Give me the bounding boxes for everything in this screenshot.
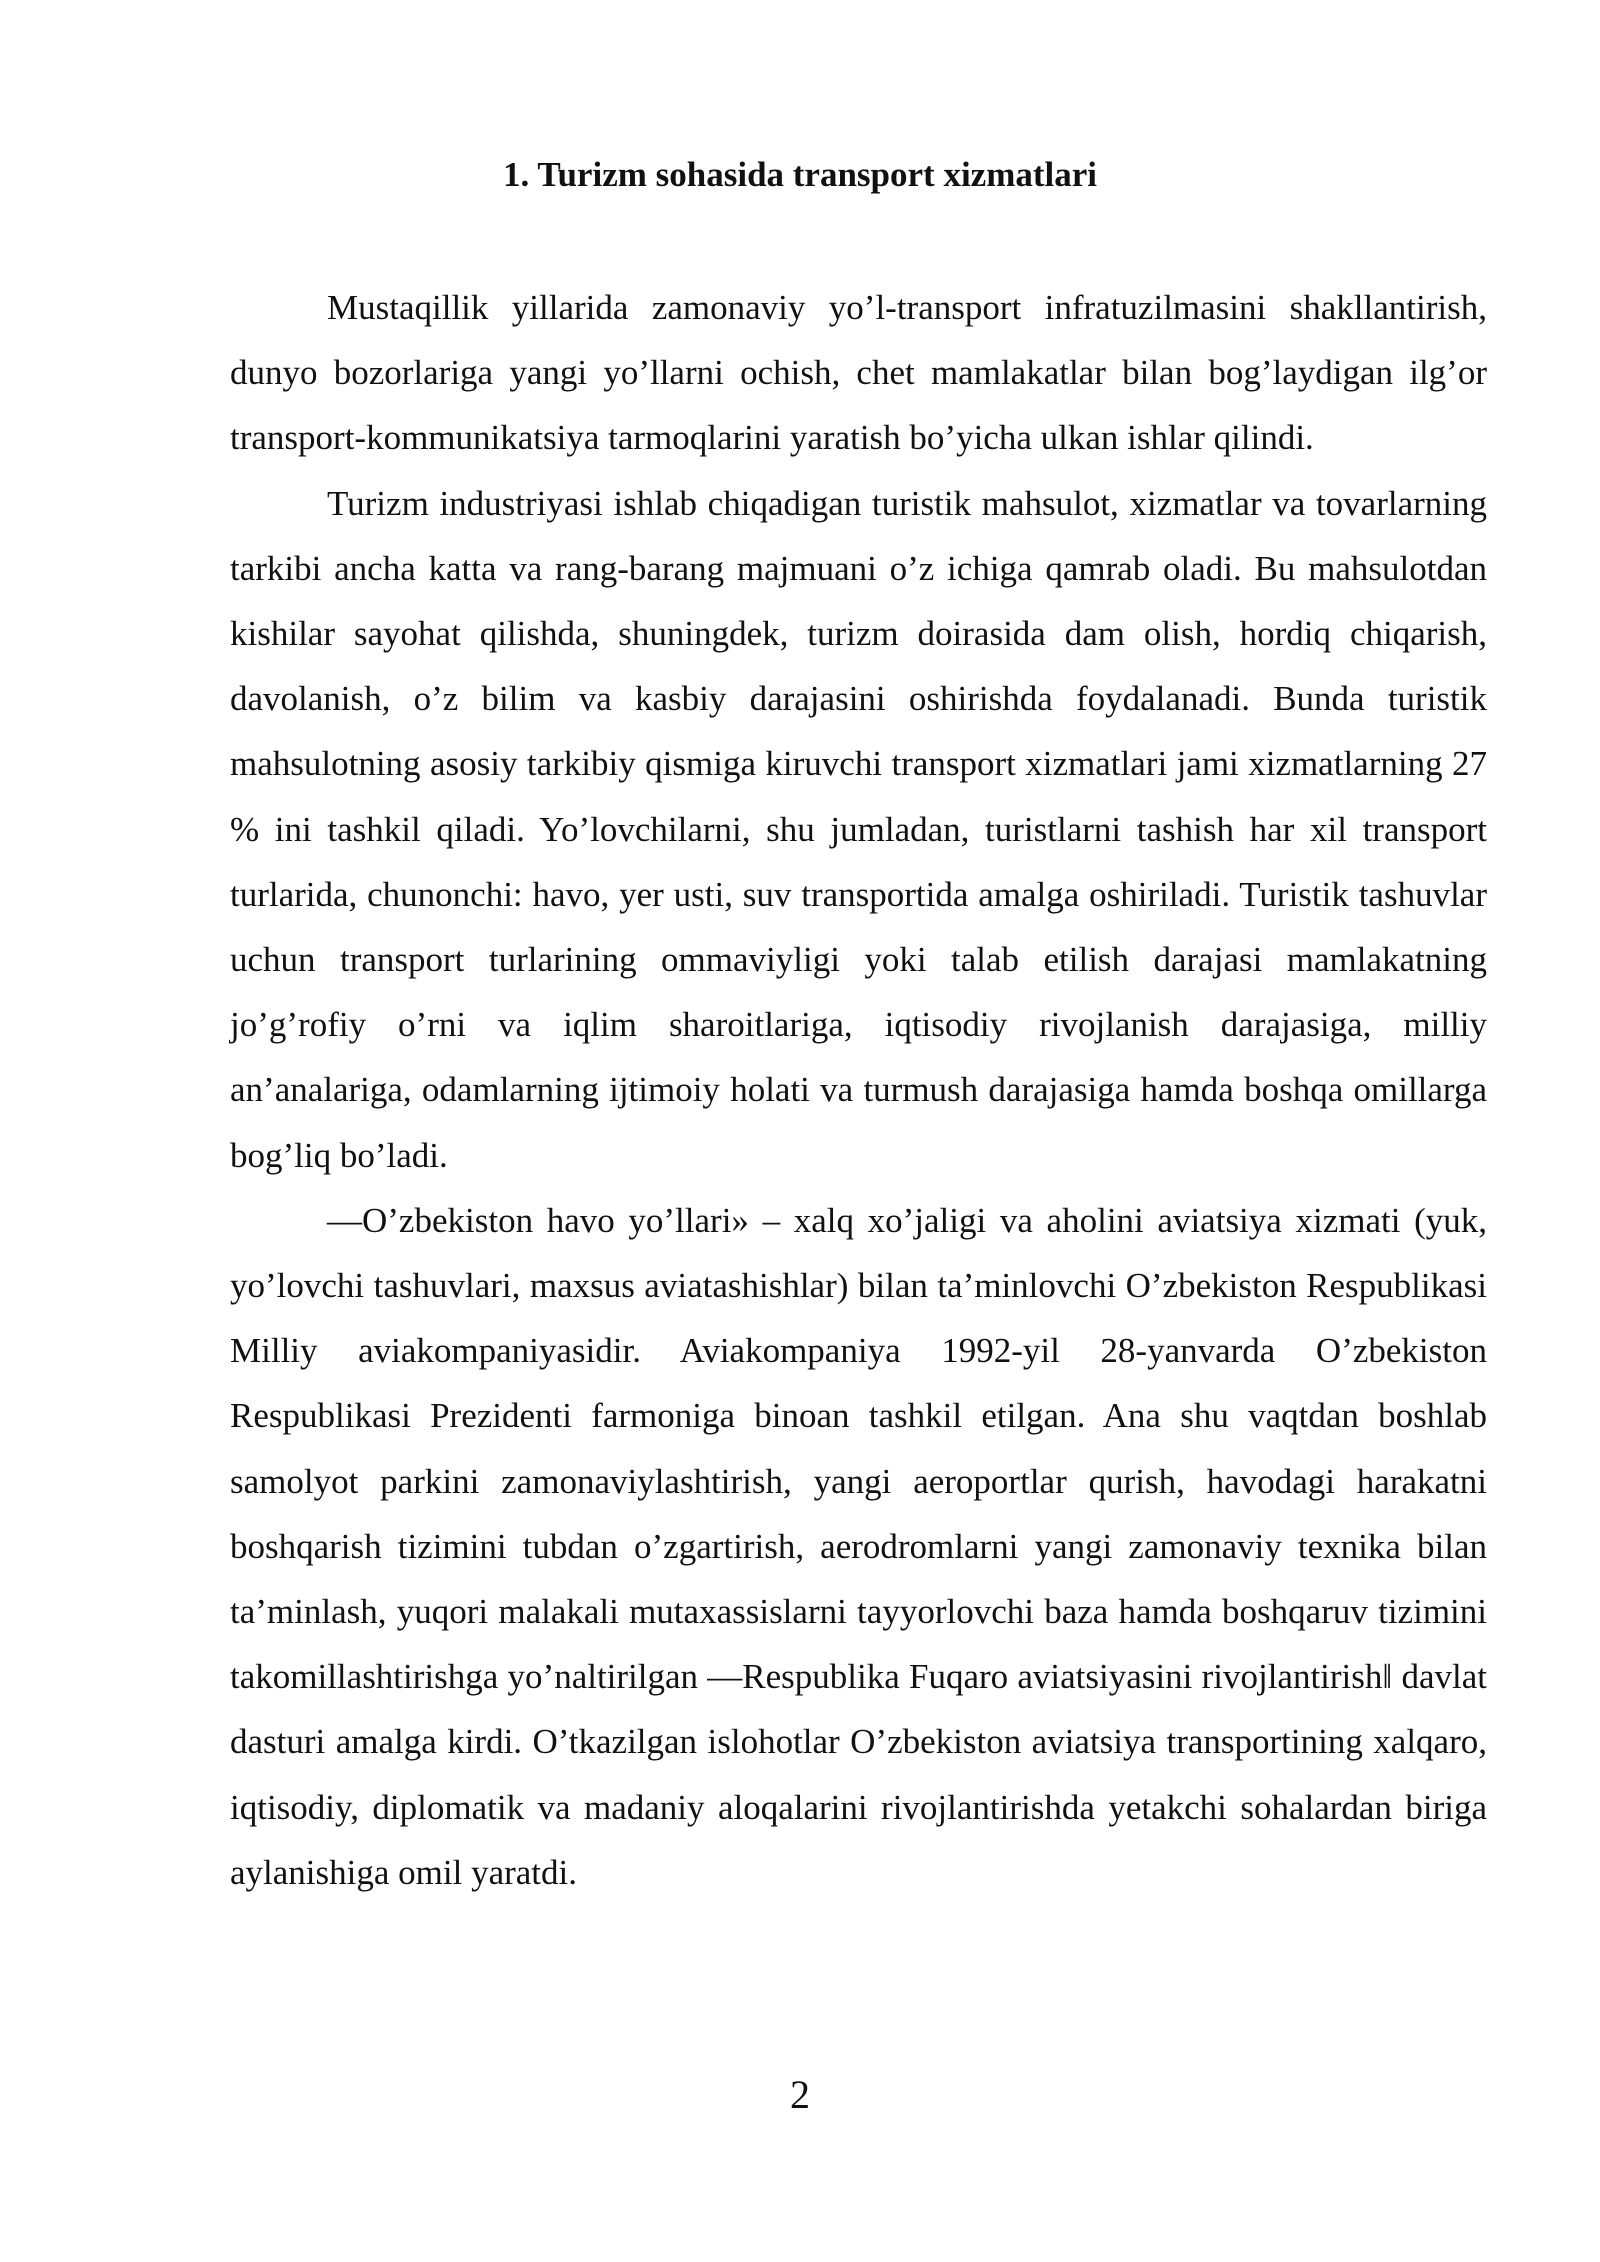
paragraph-3: —O’zbekiston havo yo’llari» – xalq xo’jaligi va aholini aviatsiya xizmati (yuk, yo’lovchi tashuvlari, maxsus aviatashishlar) bilan ta’minlovchi O’zbekiston Respublikasi Milliy aviakompaniyasidir. Aviakompaniya 1992-yil 28-yanvarda O’zbekiston Respublikasi Prezidenti farmoniga binoan tashkil etilgan. Ana shu vaqtdan boshlab samolyot parkini zamonaviylashtirish, yangi aeroportlar qurish, havodagi harakatni boshqarish tizimini tubdan o’zgartirish, aerodromlarni yangi zamonaviy texnika bilan ta’minlash, yuqori malakali mutaxassislarni tayyorlovchi baza hamda boshqaruv tizimini takomillashtirishga yo’naltirilgan —Respublika Fuqaro aviatsiyasini rivojlantirish‖ davlat dasturi amalga kirdi. O’tkazilgan islohotlar O’zbekiston aviatsiya transportining xalqaro, iqtisodiy, diplomatik va madaniy aloqalarini rivojlantirishda yetakchi sohalardan biriga aylanishiga omil yaratdi. xyxy=(230,1200,1487,1892)
body-text xyxy=(230,275,1487,1905)
paragraph-1: Mustaqillik yillarida zamonaviy yo’l-transport infratuzilmasini shakllantirish, dunyo bozorlariga yangi yo’llarni ochish, chet mamlakatlar bilan bog’laydigan ilg’or transport-kommunikatsiya tarmoqlarini yaratish bo’yicha ulkan ishlar qilindi. xyxy=(230,288,1487,458)
paragraph-2: Turizm industriyasi ishlab chiqadigan turistik mahsulot, xizmatlar va tovarlarning tarkibi ancha katta va rang-barang majmuani o’z ichiga qamrab oladi. Bu mahsulotdan kishilar sayohat qilishda, shuningdek, turizm doirasida dam olish, hordiq chiqarish, davolanish, o’z bilim va kasbiy darajasini oshirishda foydalanadi. Bunda turistik mahsulotning asosiy tarkibiy qismiga kiruvchi transport xizmatlari jami xizmatlarning 27 % ini tashkil qiladi. Yo’lovchilarni, shu jumladan, turistlarni tashish har xil transport turlarida, chunonchi: havo, yer usti, suv transportida amalga oshiriladi. Turistik tashuvlar uchun transport turlarining ommaviyligi yoki talab etilish darajasi mamlakatning jo’g’rofiy o’rni va iqlim sharoitlariga, iqtisodiy rivojlanish darajasiga, milliy an’analariga, odamlarning ijtimoiy holati va turmush darajasiga hamda boshqa omillarga bog’liq bo’ladi. xyxy=(230,483,1487,1175)
page-number: 2 xyxy=(790,2072,810,2117)
section-title: 1. Turizm sohasida transport xizmatlari xyxy=(502,155,1098,194)
